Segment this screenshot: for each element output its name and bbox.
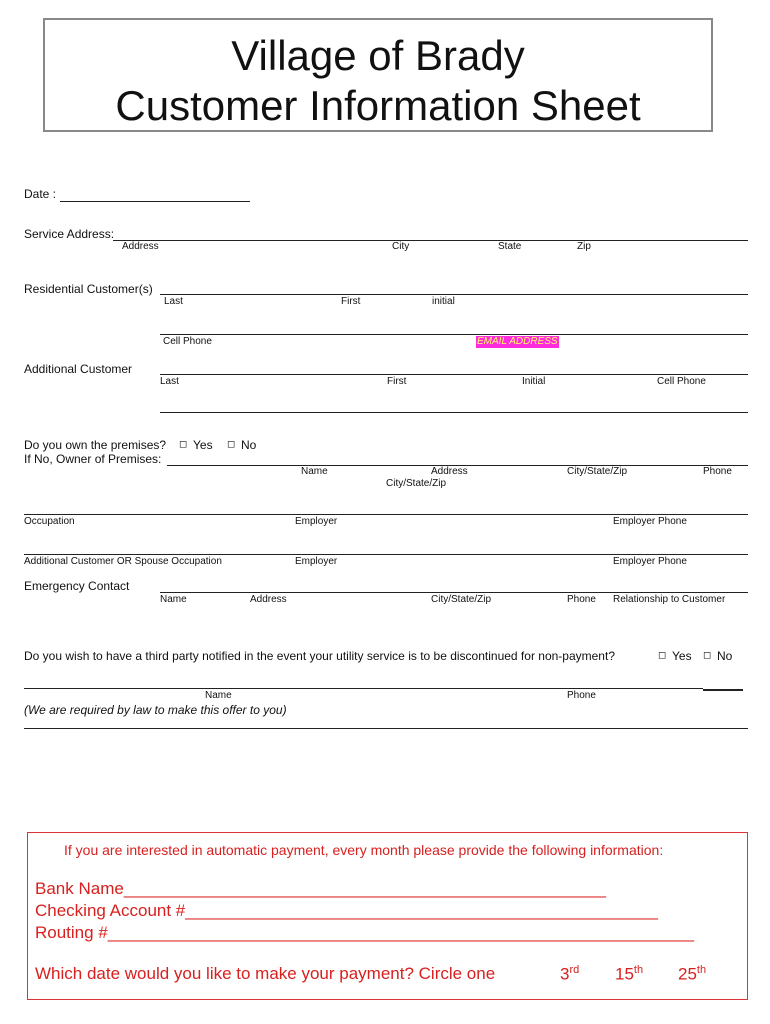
residential-field[interactable] — [160, 294, 748, 295]
date-25-suffix: th — [696, 964, 707, 976]
residential-label: Residential Customer(s) — [24, 282, 153, 296]
title-line-2: Customer Information Sheet — [115, 82, 641, 129]
owner-sub-name: Name — [301, 466, 328, 477]
cell-email-field[interactable] — [160, 334, 748, 335]
additional-customer-field-2[interactable] — [160, 412, 748, 413]
owner-sub-phone: Phone — [703, 466, 732, 477]
date-15-number: 15 — [615, 964, 634, 984]
service-sub-address: Address — [122, 241, 159, 252]
bank-name-field[interactable]: Bank Name___________________________________________________ — [35, 879, 607, 898]
additional-sub-initial: Initial — [522, 376, 546, 387]
own-no-checkbox[interactable]: ◻ — [227, 439, 236, 450]
checking-account-field[interactable]: Checking Account #__________________________________________________ — [35, 901, 658, 920]
owner-sub-address: Address — [431, 466, 468, 477]
date-option-25th[interactable] — [678, 964, 706, 985]
service-sub-state: State — [498, 241, 522, 252]
third-party-yes-checkbox[interactable]: ◻ — [658, 650, 667, 661]
service-sub-city: City — [392, 241, 410, 252]
additional-sub-last: Last — [160, 376, 179, 387]
payment-intro: If you are interested in automatic payment, every month please provide the following information: — [64, 842, 664, 858]
date-25-number: 25 — [678, 964, 697, 984]
third-party-no-checkbox[interactable]: ◻ — [703, 650, 712, 661]
owner-sub-city-state-zip: City/State/Zip — [567, 466, 628, 477]
date-label: Date : — [24, 187, 57, 201]
spouse-occupation-field[interactable] — [24, 554, 748, 555]
own-premises-question: Do you own the premises? — [24, 438, 167, 452]
third-party-field[interactable] — [24, 688, 703, 689]
third-party-yes-label: Yes — [672, 649, 692, 663]
emergency-sub-name: Name — [160, 594, 187, 605]
routing-field[interactable]: Routing #______________________________________________________________ — [35, 923, 694, 942]
date-field[interactable] — [60, 201, 250, 202]
emergency-sub-phone: Phone — [567, 594, 596, 605]
employer-label: Employer — [295, 516, 338, 527]
title-box — [43, 18, 713, 132]
spouse-occupation-label: Additional Customer OR Spouse Occupation — [24, 556, 222, 567]
occupation-label: Occupation — [24, 516, 75, 527]
bottom-divider — [24, 728, 748, 729]
additional-sub-cell-phone: Cell Phone — [657, 376, 706, 387]
residential-sub-last: Last — [164, 296, 183, 307]
date-option-3rd[interactable] — [560, 964, 579, 985]
spouse-employer-label: Employer — [295, 556, 338, 567]
date-option-15th[interactable] — [615, 964, 643, 985]
additional-customer-field[interactable] — [160, 374, 748, 375]
own-no-label: No — [241, 438, 257, 452]
emergency-contact-label: Emergency Contact — [24, 579, 130, 593]
emergency-sub-address: Address — [250, 594, 287, 605]
spouse-employer-phone-label: Employer Phone — [613, 556, 687, 567]
additional-customer-label: Additional Customer — [24, 362, 133, 376]
service-sub-zip: Zip — [577, 241, 591, 252]
employer-phone-label: Employer Phone — [613, 516, 687, 527]
third-party-sub-phone: Phone — [567, 690, 596, 701]
additional-sub-first: First — [387, 376, 407, 387]
law-note: (We are required by law to make this offer to you) — [24, 703, 287, 717]
residential-sub-initial: initial — [432, 296, 455, 307]
cell-phone-label: Cell Phone — [163, 336, 212, 347]
own-yes-label: Yes — [193, 438, 213, 452]
owner-label: If No, Owner of Premises: — [24, 452, 162, 466]
own-yes-checkbox[interactable]: ◻ — [179, 439, 188, 450]
date-3-suffix: rd — [569, 964, 580, 976]
occupation-field[interactable] — [24, 514, 748, 515]
residential-sub-first: First — [341, 296, 361, 307]
title-line-1: Village of Brady — [231, 32, 525, 79]
third-party-question: Do you wish to have a third party notified in the event your utility service is to be discontinued for non-payment? — [24, 649, 615, 663]
service-address-label: Service Address: — [24, 227, 115, 241]
owner-sub-city-state-zip-2: City/State/Zip — [386, 478, 447, 489]
service-address-field[interactable] — [113, 240, 748, 241]
automatic-payment-box — [27, 832, 748, 1000]
third-party-field-end[interactable] — [703, 689, 743, 691]
third-party-no-label: No — [717, 649, 733, 663]
payment-date-question: Which date would you like to make your payment? Circle one — [35, 964, 496, 983]
date-15-suffix: th — [633, 964, 644, 976]
email-address-label: EMAIL ADDRESS — [477, 336, 558, 347]
date-3-number: 3 — [560, 964, 570, 984]
emergency-sub-city-state-zip: City/State/Zip — [431, 594, 492, 605]
emergency-contact-field[interactable] — [160, 592, 748, 593]
third-party-sub-name: Name — [205, 690, 232, 701]
emergency-sub-relationship: Relationship to Customer — [613, 594, 726, 605]
